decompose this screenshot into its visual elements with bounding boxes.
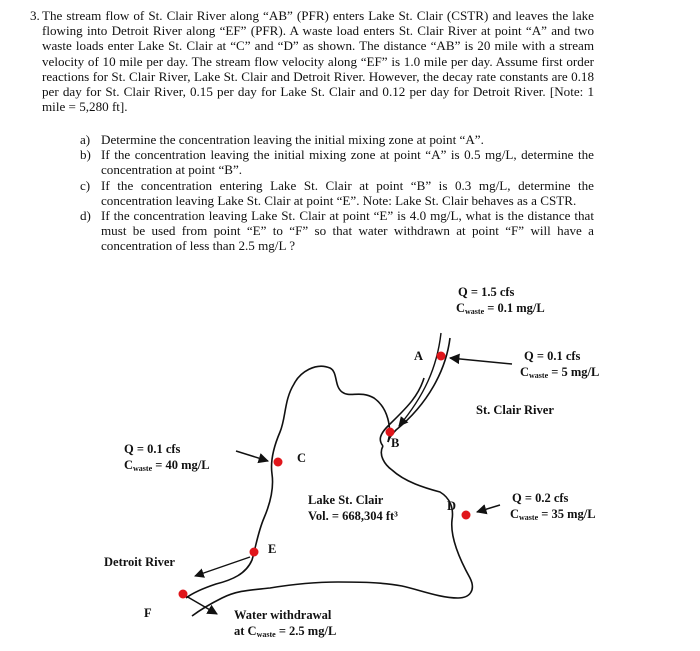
part-label: c) (80, 177, 91, 193)
part-text: If the concentration leaving Lake St. Clair at point “E” is 4.0 mg/L, what is the distance that must be used from point “E” to “F” so that water withdrawn at point “F” will have a concentration of less than 2.5 mg/L ? (101, 208, 594, 254)
a-inflow-arrow (450, 358, 512, 364)
top-inflow-q: Q = 1.5 cfs (458, 285, 515, 299)
problem-intro: The stream flow of St. Clair River along “AB” (PFR) enters Lake St. Clair (CSTR) and leaves the lake flowing into Detroit River along “EF” (PFR). A waste load enters St. Clair River at point “A” and two waste loads enter Lake St. Clair at “C” and “D” as shown. The distance “AB” is 20 mile with a stream velocity of 10 mile per day. The stream flow velocity along “EF” is 1.0 mile per day. Assume first order reactions for St. Clair River, Lake St. Clair and Detroit River. However, the decay rate constants are 0.18 per day for St. Clair River, 0.15 per day for Lake St. Clair and 0.12 per day for Detroit River. [Note: 1 mile = 5,280 ft]. (42, 8, 594, 115)
point-d-label: D (447, 499, 457, 513)
part-text: If the concentration entering Lake St. Clair at point “B” is 0.3 mg/L, determine the concentration leaving Lake St. Clair at point “E”. Note: Lake St. Clair behaves as a CSTR. (101, 177, 594, 208)
c-inflow-q: Q = 0.1 cfs (124, 442, 181, 456)
part-text: If the concentration leaving the initial mixing zone at point “A” is 0.5 mg/L, determine the concentration at point “B”. (101, 147, 594, 178)
part-label: d) (80, 208, 91, 224)
point-e-marker (250, 548, 259, 557)
a-inflow-q: Q = 0.1 cfs (524, 349, 581, 363)
part-label: b) (80, 147, 91, 163)
withdrawal-c: at Cwaste = 2.5 mg/L (234, 624, 337, 639)
c-inflow-arrow (236, 451, 268, 461)
point-f-label: F (144, 606, 152, 620)
river-left-bank (380, 378, 424, 446)
river-flow-arrow (399, 333, 441, 426)
c-inflow-c: Cwaste = 40 mg/L (124, 458, 210, 473)
a-inflow-c: Cwaste = 5 mg/L (520, 365, 600, 380)
lake-volume: Vol. = 668,304 ft³ (308, 509, 398, 523)
point-c-marker (274, 458, 283, 467)
d-inflow-arrow (477, 505, 500, 512)
point-f-marker (179, 590, 188, 599)
withdrawal-label: Water withdrawal (234, 608, 332, 622)
d-inflow-c: Cwaste = 35 mg/L (510, 507, 596, 522)
part-text: Determine the concentration leaving the initial mixing zone at point “A”. (101, 132, 484, 147)
river-label: St. Clair River (476, 403, 554, 417)
top-inflow-c: Cwaste = 0.1 mg/L (456, 301, 545, 316)
point-a-label: A (414, 349, 424, 363)
point-a-marker (437, 352, 446, 361)
problem-number: 3. (30, 8, 40, 23)
withdrawal-arrow (186, 596, 217, 614)
point-b-label: B (391, 436, 400, 450)
point-c-label: C (297, 451, 307, 465)
point-e-label: E (268, 542, 277, 556)
detroit-river-label: Detroit River (104, 555, 175, 569)
d-inflow-q: Q = 0.2 cfs (512, 491, 569, 505)
point-d-marker (462, 511, 471, 520)
part-label: a) (80, 132, 91, 147)
lake-outline (192, 446, 472, 616)
lake-name: Lake St. Clair (308, 493, 384, 507)
lake-outline-upper (186, 366, 389, 598)
